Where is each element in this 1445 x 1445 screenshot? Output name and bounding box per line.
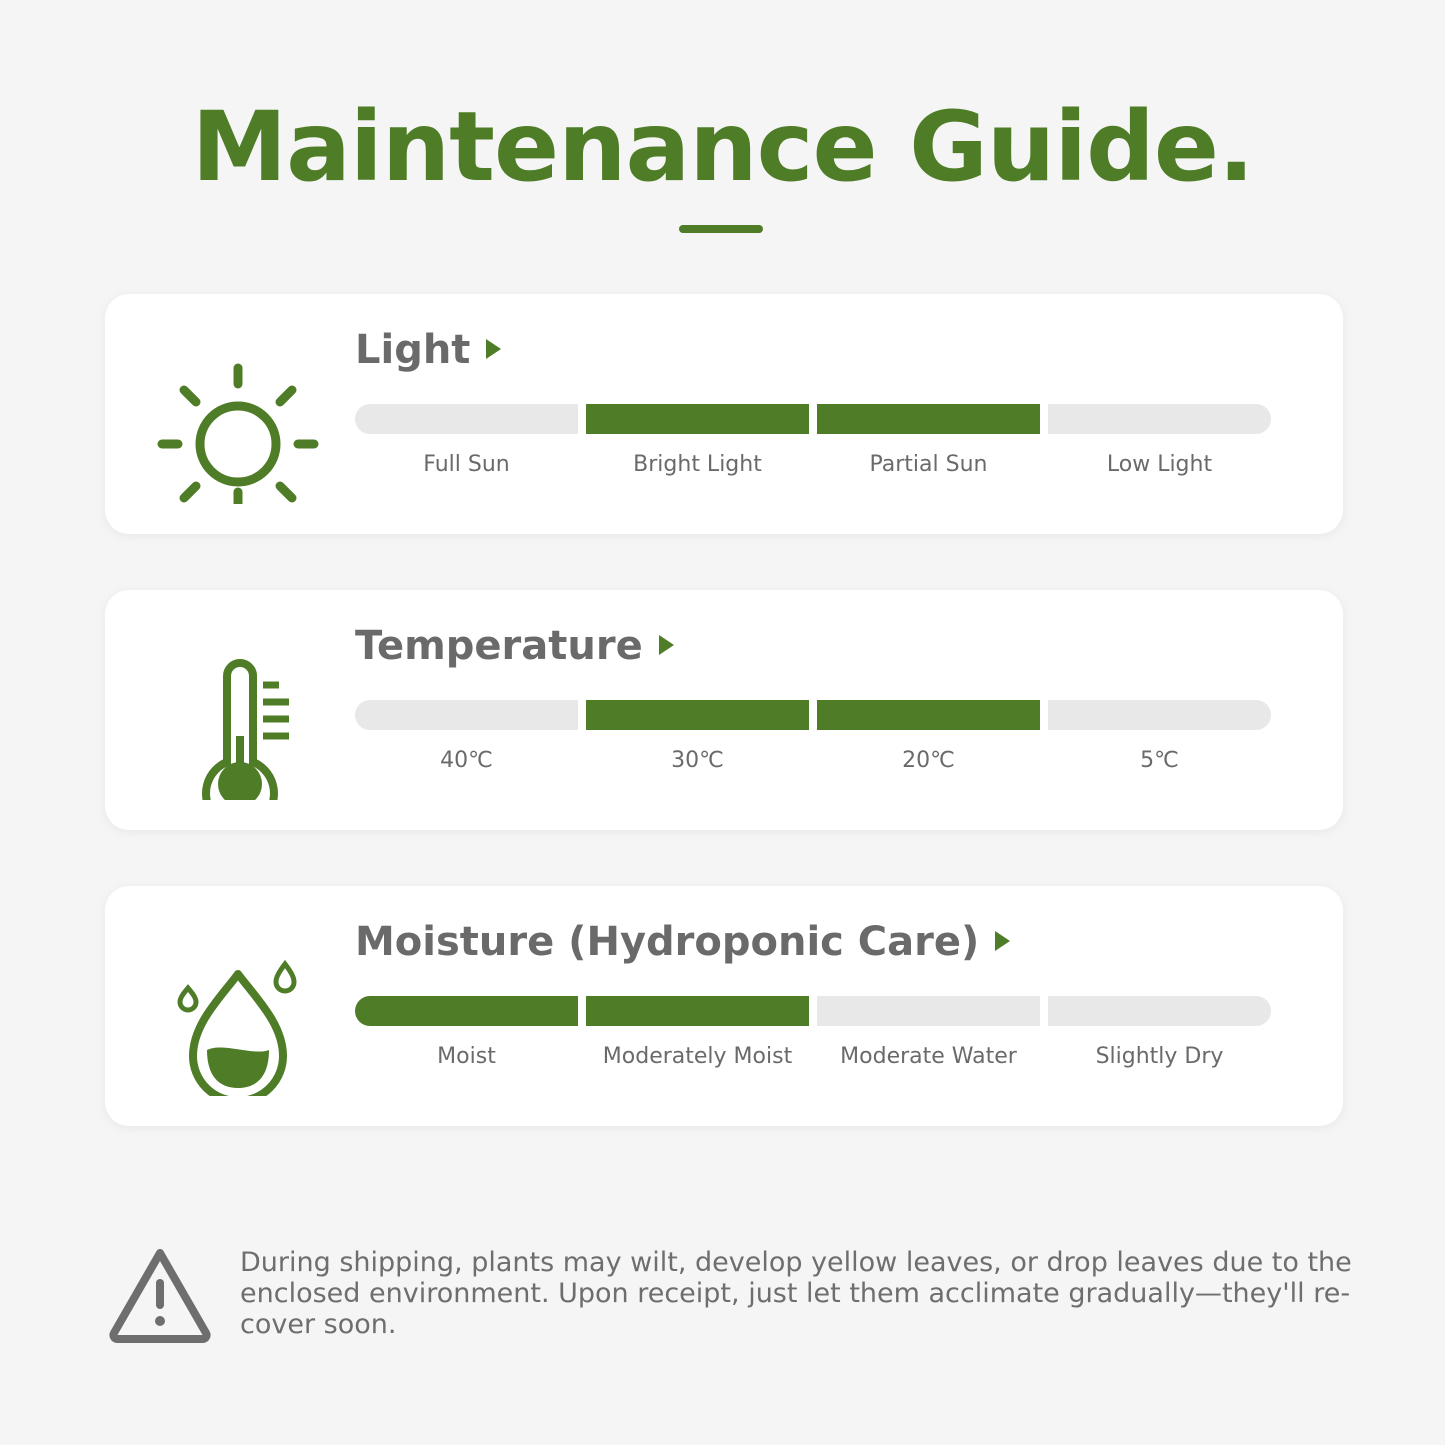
thermometer-icon <box>145 620 325 800</box>
water-drop-icon <box>145 916 325 1096</box>
moisture-label-1: Moist <box>437 1044 496 1069</box>
temperature-label-2: 30℃ <box>671 748 724 773</box>
temperature-label-3: 20℃ <box>902 748 955 773</box>
light-card <box>105 294 1343 534</box>
moisture-card <box>105 886 1343 1126</box>
temperature-level-1 <box>355 700 578 730</box>
light-level-1 <box>355 404 578 434</box>
temperature-card <box>105 590 1343 830</box>
temperature-label-1: 40℃ <box>440 748 493 773</box>
page-title: Maintenance Guide. <box>191 91 1254 203</box>
light-scale-labels <box>355 452 1271 477</box>
sun-icon <box>145 324 325 504</box>
moisture-label-3: Moderate Water <box>840 1044 1017 1069</box>
warning-icon <box>108 1245 212 1343</box>
moisture-level-2 <box>586 996 809 1026</box>
temperature-scale-labels <box>355 748 1271 773</box>
temperature-label-4: 5℃ <box>1140 748 1179 773</box>
light-level-2 <box>586 404 809 434</box>
moisture-scale-labels <box>355 1044 1271 1069</box>
moisture-level-4 <box>1048 996 1271 1026</box>
light-label-1: Full Sun <box>423 452 510 477</box>
temperature-heading: Temperature <box>355 620 674 672</box>
light-level-4 <box>1048 404 1271 434</box>
moisture-label-4: Slightly Dry <box>1095 1044 1224 1069</box>
shipping-note: During shipping, plants may wilt, develop yellow leaves, or drop leaves due to the enclosed environment. Upon receipt, just let them acclimate gradually—they'll re-cover soon. <box>240 1247 1352 1340</box>
moisture-level-1 <box>355 996 578 1026</box>
light-label-4: Low Light <box>1106 452 1213 477</box>
arrow-right-icon <box>995 931 1010 951</box>
light-scale-bar <box>355 404 1271 434</box>
temperature-level-3 <box>817 700 1040 730</box>
temperature-scale-bar <box>355 700 1271 730</box>
light-label-3: Partial Sun <box>869 452 988 477</box>
light-level-3 <box>817 404 1040 434</box>
moisture-label-2: Moderately Moist <box>602 1044 793 1069</box>
moisture-scale-bar <box>355 996 1271 1026</box>
temperature-level-4 <box>1048 700 1271 730</box>
arrow-right-icon <box>486 339 501 359</box>
light-heading: Light <box>355 324 501 376</box>
light-label-2: Bright Light <box>633 452 762 477</box>
arrow-right-icon <box>659 635 674 655</box>
moisture-heading: Moisture (Hydroponic Care) <box>355 916 1010 968</box>
moisture-level-3 <box>817 996 1040 1026</box>
title-underline <box>679 225 763 233</box>
temperature-level-2 <box>586 700 809 730</box>
